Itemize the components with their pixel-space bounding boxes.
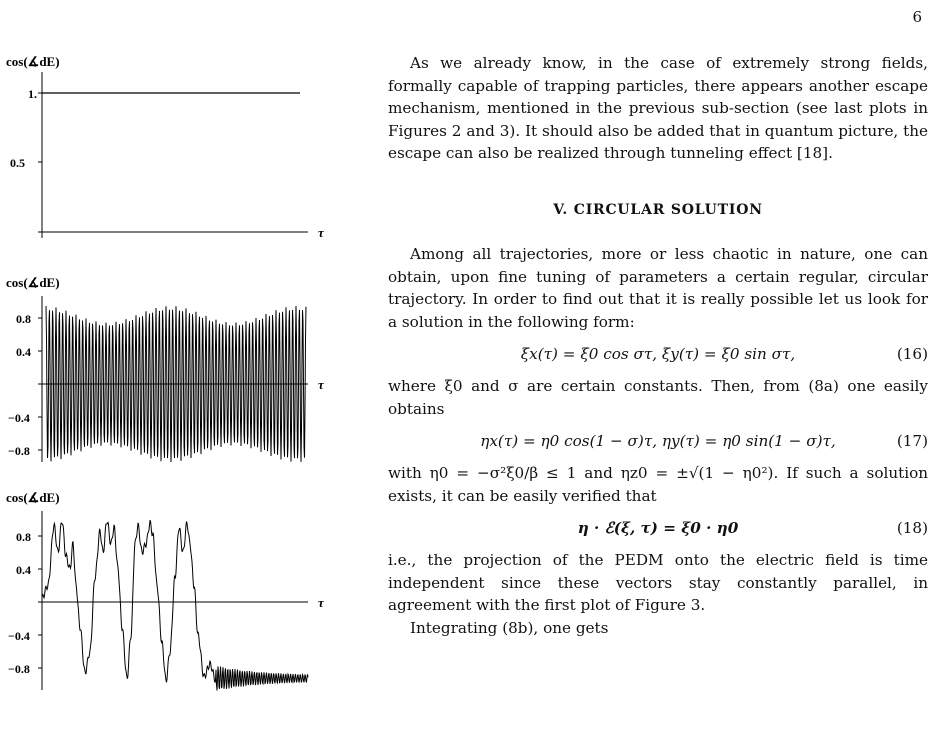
plot-2-ytick-m08: −0.8	[8, 444, 30, 458]
paragraph-eta: with η0 = −σ²ξ0/β ≤ 1 and ηz0 = ±√(1 − η0²). If such a solution exists, it can be easily verified that	[388, 464, 928, 505]
plot-2-ylabel: cos(∡dE)	[6, 275, 60, 290]
plot-2-ytick-08: 0.8	[16, 312, 31, 326]
plot-3-curve	[42, 521, 308, 691]
section-heading: V. CIRCULAR SOLUTION	[553, 201, 763, 218]
plot-2	[6, 275, 325, 462]
plot-1-ylabel: cos(∡dE)	[6, 54, 60, 69]
plot-3-ytick-m04: −0.4	[8, 629, 30, 643]
equation-18-number: (18)	[896, 519, 928, 537]
equation-17-number: (17)	[896, 432, 928, 450]
equation-18-body: η · ℰ(ξ, τ) = ξ0 · η0	[577, 519, 739, 537]
equation-16-number: (16)	[896, 345, 928, 363]
equation-17-body: ηx(τ) = η0 cos(1 − σ)τ, ηy(τ) = η0 sin(1 − σ)τ,	[480, 432, 836, 450]
plot-3-ytick-04: 0.4	[16, 563, 31, 577]
paragraph-escape: As we already know, in the case of extremely strong fields, formally capable of trapping particles, there appears another escape mechanism, mentioned in the previous sub-section (see last plots in Figures 2 and 3). It should also be added that in quantum picture, the escape can also be realized through tunneling effect [18].	[388, 54, 928, 162]
plot-2-xlabel: τ	[318, 377, 324, 392]
equation-16-body: ξx(τ) = ξ0 cos στ, ξy(τ) = ξ0 sin στ,	[520, 345, 796, 363]
plot-1-ytick-05: 0.5	[10, 156, 25, 170]
paragraph-integrating: Integrating (8b), one gets	[410, 618, 609, 637]
paragraph-circular: Among all trajectories, more or less chaotic in nature, one can obtain, upon fine tuning of parameters a certain regular, circular trajectory. In order to find out that it is really possible let us look for a solution in the following form:	[388, 245, 928, 331]
plot-1	[6, 54, 325, 240]
plot-3	[6, 490, 325, 691]
plot-2-ytick-04: 0.4	[16, 345, 31, 359]
plot-1-ytick-1: 1.	[28, 87, 37, 101]
plot-3-ytick-08: 0.8	[16, 530, 31, 544]
plot-3-xlabel: τ	[318, 595, 324, 610]
figure-plots	[0, 0, 380, 737]
plot-3-ylabel: cos(∡dE)	[6, 490, 60, 505]
paragraph-constants: where ξ0 and σ are certain constants. Then, from (8a) one easily obtains	[388, 377, 928, 418]
text-column	[388, 52, 928, 637]
plot-2-ytick-m04: −0.4	[8, 411, 30, 425]
paragraph-projection: i.e., the projection of the PEDM onto the electric field is time independent since these vectors stay constantly parallel, in agreement with the first plot of Figure 3.	[388, 551, 928, 614]
plot-1-xlabel: τ	[318, 225, 324, 240]
equation-18	[388, 517, 928, 539]
equation-17	[388, 430, 928, 452]
equation-16	[388, 343, 928, 365]
page-number: 6	[912, 8, 922, 26]
plot-3-ytick-m08: −0.8	[8, 662, 30, 676]
